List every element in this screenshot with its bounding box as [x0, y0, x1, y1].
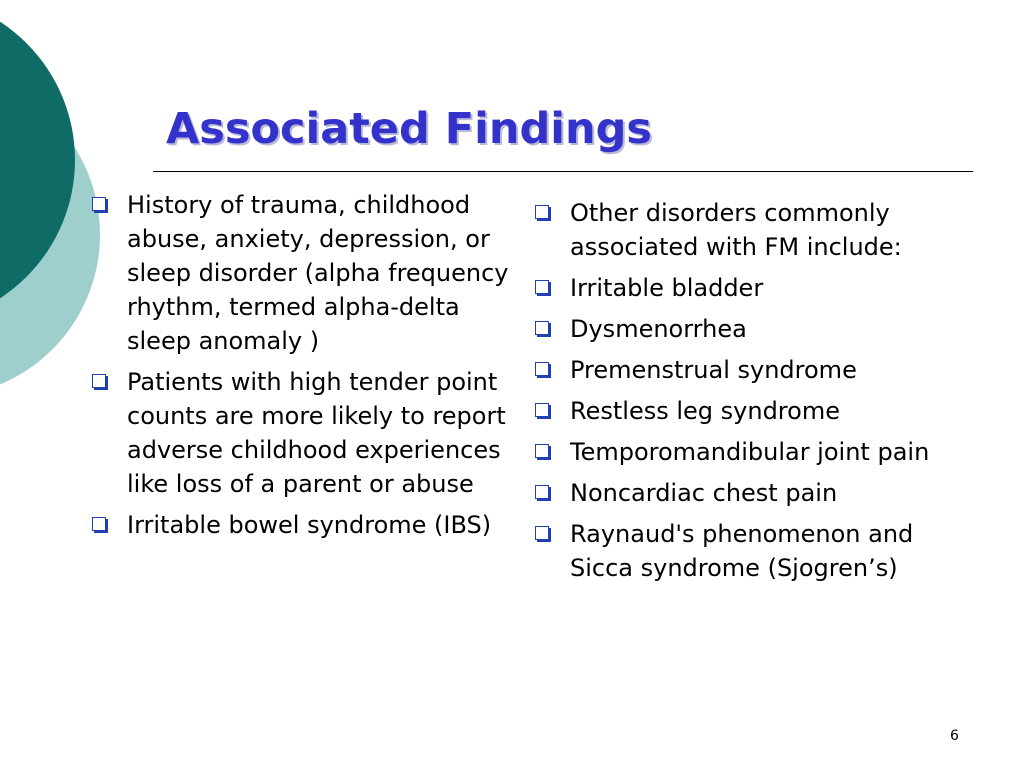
checkbox-bullet-icon	[535, 362, 549, 376]
list-item	[90, 508, 530, 542]
list-item	[533, 271, 973, 305]
checkbox-bullet-icon	[535, 321, 549, 335]
title-divider	[153, 171, 973, 172]
list-item	[90, 365, 530, 501]
list-item	[533, 312, 973, 346]
checkbox-bullet-icon	[535, 205, 549, 219]
left-bullet-list	[90, 188, 530, 549]
checkbox-bullet-icon	[92, 374, 106, 388]
list-item-text: Restless leg syndrome	[570, 397, 840, 425]
list-item	[533, 394, 973, 428]
list-item-text: Irritable bladder	[570, 274, 764, 302]
list-item	[533, 476, 973, 510]
checkbox-bullet-icon	[92, 197, 106, 211]
list-item-text: History of trauma, childhood abuse, anxiety, depression, or sleep disorder (alpha frequency rhythm, termed alpha-delta sleep anomaly )	[127, 191, 509, 355]
list-item-text: Noncardiac chest pain	[570, 479, 838, 507]
list-item-text: Patients with high tender point counts are more likely to report adverse childhood experiences like loss of a parent or abuse	[127, 368, 506, 498]
list-item-text: Irritable bowel syndrome (IBS)	[127, 511, 492, 539]
page-number: 6	[950, 728, 959, 744]
list-item-text: Premenstrual syndrome	[570, 356, 857, 384]
list-item-text: Raynaud's phenomenon and Sicca syndrome (Sjogren’s)	[570, 520, 914, 582]
list-item-text: Other disorders commonly associated with FM include:	[570, 199, 902, 261]
checkbox-bullet-icon	[535, 444, 549, 458]
checkbox-bullet-icon	[92, 517, 106, 531]
checkbox-bullet-icon	[535, 403, 549, 417]
list-item	[533, 517, 973, 585]
checkbox-bullet-icon	[535, 526, 549, 540]
list-item-text: Dysmenorrhea	[570, 315, 747, 343]
slide-title: Associated Findings	[166, 104, 652, 154]
checkbox-bullet-icon	[535, 280, 549, 294]
checkbox-bullet-icon	[535, 485, 549, 499]
list-item	[90, 188, 530, 358]
right-bullet-list	[533, 196, 973, 592]
list-item-text: Temporomandibular joint pain	[570, 438, 930, 466]
list-item	[533, 435, 973, 469]
list-item	[533, 196, 973, 264]
list-item	[533, 353, 973, 387]
